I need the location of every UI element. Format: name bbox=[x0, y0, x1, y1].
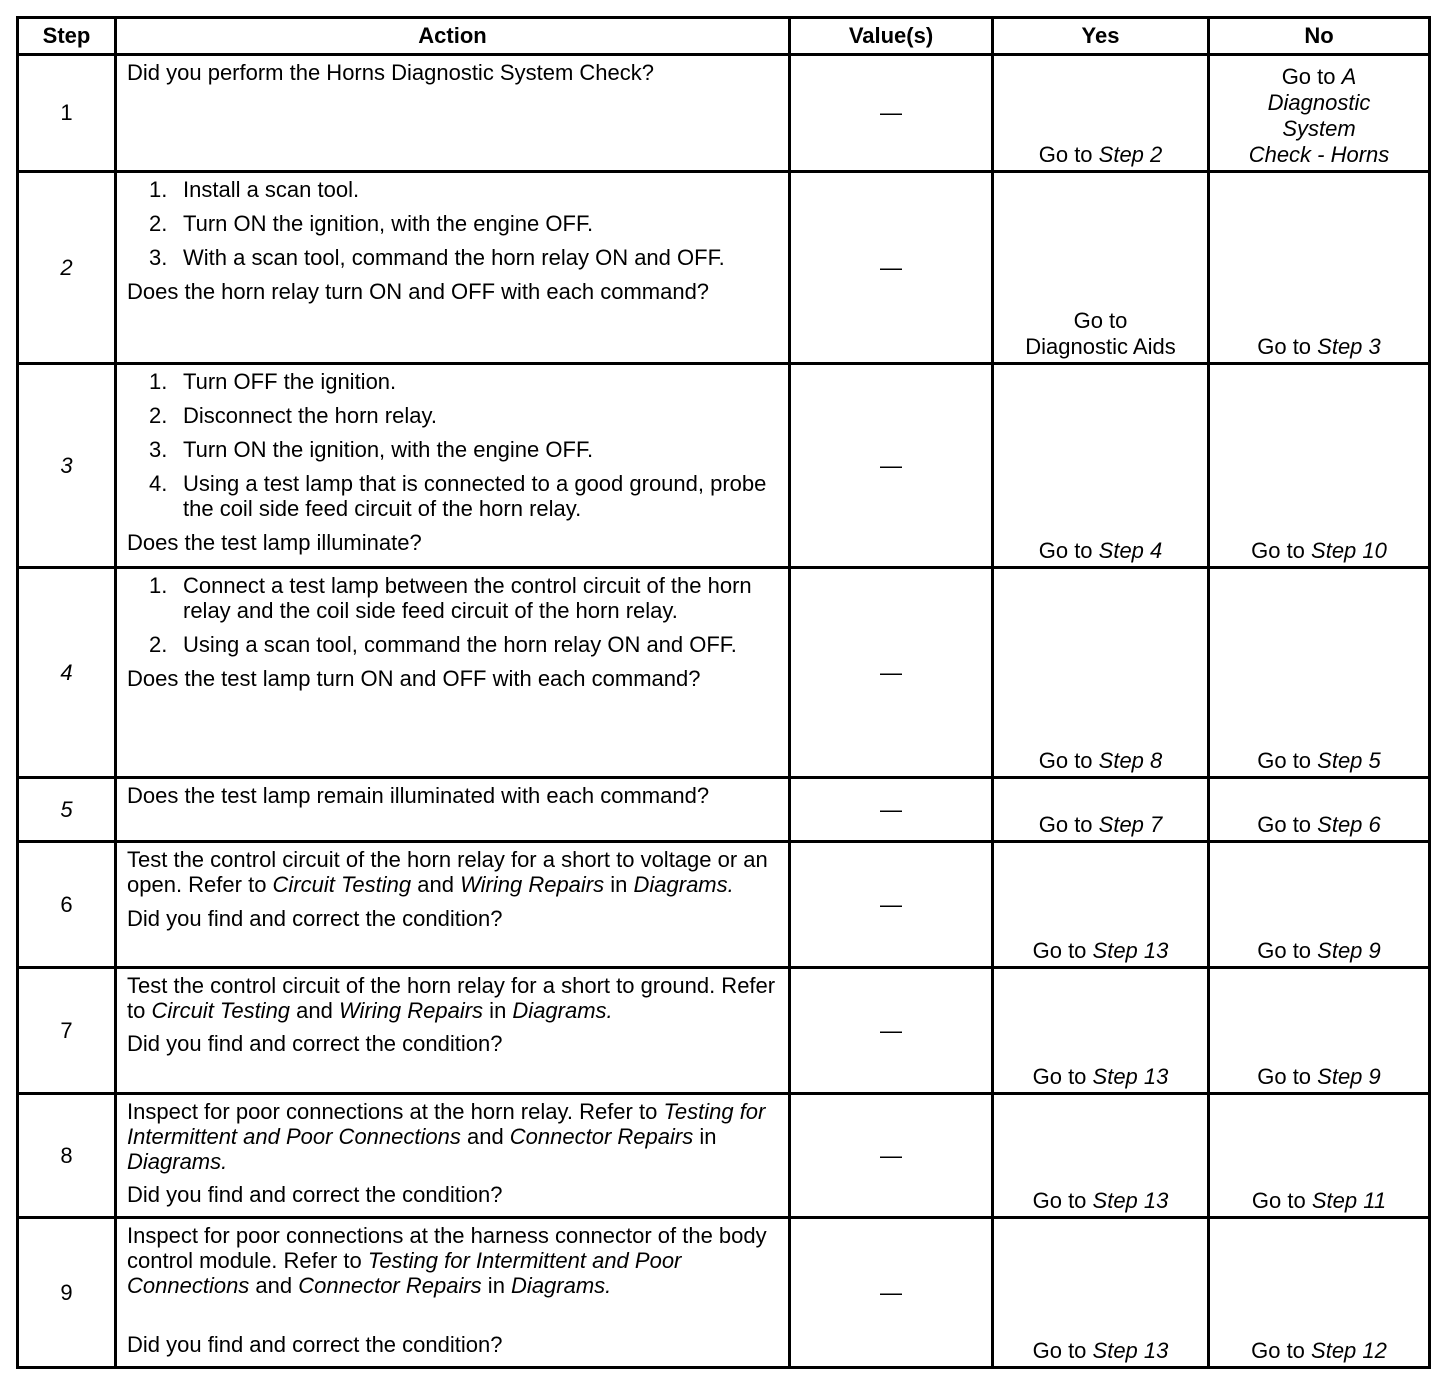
no-link[interactable]: Step 9 bbox=[1317, 1064, 1381, 1089]
no-link[interactable]: Step 3 bbox=[1317, 334, 1381, 359]
value-dash: — bbox=[880, 796, 902, 822]
yes-cell bbox=[993, 968, 1209, 1094]
action-cell bbox=[116, 968, 790, 1094]
no-prefix: Go to bbox=[1281, 64, 1342, 89]
yes-prefix: Go to bbox=[1032, 938, 1093, 963]
value-dash: — bbox=[880, 254, 902, 280]
yes-link[interactable]: Step 13 bbox=[1092, 1064, 1169, 1089]
yes-prefix: Go to bbox=[1038, 812, 1099, 837]
value-dash: — bbox=[880, 452, 902, 478]
no-link[interactable]: Step 10 bbox=[1311, 538, 1387, 563]
action-steps bbox=[127, 369, 780, 521]
action-steps bbox=[127, 573, 780, 657]
action-question: Does the horn relay turn ON and OFF with each command? bbox=[127, 279, 710, 304]
table-row bbox=[18, 778, 1430, 842]
yes-prefix: Go to bbox=[1038, 142, 1099, 167]
value-cell bbox=[790, 172, 993, 364]
step-number: 5 bbox=[18, 778, 116, 842]
header-yes: Yes bbox=[993, 18, 1209, 55]
header-action: Action bbox=[116, 18, 790, 55]
no-cell bbox=[1209, 778, 1430, 842]
action-text: Inspect for poor connections at the harness connector of the body control module. Refer to Testing for Intermittent and Poor Connections and Connector Repairs in Diagrams. bbox=[127, 1223, 767, 1298]
action-text: Did you perform the Horns Diagnostic System Check? bbox=[127, 60, 654, 85]
action-cell bbox=[116, 1218, 790, 1368]
action-step-item: 2. Turn ON the ignition, with the engine OFF. bbox=[149, 211, 594, 236]
no-prefix: Go to bbox=[1257, 812, 1318, 837]
no-cell bbox=[1209, 842, 1430, 968]
yes-prefix: Go to bbox=[1038, 538, 1099, 563]
yes-prefix: Go to bbox=[1038, 748, 1099, 773]
no-prefix: Go to bbox=[1251, 1188, 1312, 1213]
yes-cell bbox=[993, 55, 1209, 172]
yes-link[interactable]: Step 8 bbox=[1098, 748, 1163, 773]
table-row bbox=[18, 1218, 1430, 1368]
step-number: 7 bbox=[18, 968, 116, 1094]
value-cell bbox=[790, 778, 993, 842]
diagnostic-table bbox=[16, 16, 1431, 1369]
action-step-item: 3. With a scan tool, command the horn relay ON and OFF. bbox=[149, 245, 725, 270]
no-link[interactable]: Step 6 bbox=[1317, 812, 1381, 837]
no-cell bbox=[1209, 1094, 1430, 1218]
table-row bbox=[18, 842, 1430, 968]
table-row bbox=[18, 968, 1430, 1094]
no-link[interactable]: Step 12 bbox=[1311, 1338, 1387, 1363]
action-question: Does the test lamp illuminate? bbox=[127, 530, 422, 555]
table-row bbox=[18, 568, 1430, 778]
value-cell bbox=[790, 1218, 993, 1368]
action-cell bbox=[116, 1094, 790, 1218]
no-cell bbox=[1209, 364, 1430, 568]
yes-link[interactable]: Step 4 bbox=[1098, 538, 1163, 563]
action-step-item: 3. Turn ON the ignition, with the engine OFF. bbox=[149, 437, 594, 462]
action-step-item: 1. Connect a test lamp between the control circuit of the horn relay and the coil side feed circuit of the horn relay. bbox=[149, 573, 752, 623]
action-step-item: 2. Disconnect the horn relay. bbox=[149, 403, 437, 428]
no-link[interactable]: A bbox=[1341, 64, 1357, 89]
action-question: Does the test lamp turn ON and OFF with each command? bbox=[127, 666, 701, 691]
no-link[interactable]: Step 5 bbox=[1317, 748, 1381, 773]
no-prefix: Go to bbox=[1257, 938, 1318, 963]
value-cell bbox=[790, 1094, 993, 1218]
no-prefix: Go to bbox=[1251, 1338, 1312, 1363]
no-cell bbox=[1209, 968, 1430, 1094]
action-step-item: 4. Using a test lamp that is connected to a good ground, probe the coil side feed circuit of the horn relay. bbox=[149, 471, 767, 521]
value-dash: — bbox=[880, 1017, 902, 1043]
action-step-item: 1. Install a scan tool. bbox=[149, 177, 360, 202]
action-step-item: 2. Using a scan tool, command the horn relay ON and OFF. bbox=[149, 632, 737, 657]
header-row bbox=[18, 18, 1430, 55]
yes-cell bbox=[993, 568, 1209, 778]
yes-cell bbox=[993, 842, 1209, 968]
yes-link[interactable]: Step 13 bbox=[1092, 1338, 1169, 1363]
action-cell bbox=[116, 55, 790, 172]
no-link[interactable]: Check - Horns bbox=[1248, 142, 1390, 167]
action-cell bbox=[116, 842, 790, 968]
table-row bbox=[18, 364, 1430, 568]
no-prefix: Go to bbox=[1257, 334, 1318, 359]
value-dash: — bbox=[880, 1142, 902, 1168]
step-number: 8 bbox=[18, 1094, 116, 1218]
no-cell bbox=[1209, 568, 1430, 778]
yes-link[interactable]: Step 7 bbox=[1098, 812, 1163, 837]
value-cell bbox=[790, 55, 993, 172]
action-question: Did you find and correct the condition? bbox=[127, 1182, 503, 1207]
action-steps bbox=[127, 177, 780, 270]
action-step-item: 1. Turn OFF the ignition. bbox=[149, 369, 397, 394]
value-dash: — bbox=[880, 891, 902, 917]
yes-cell bbox=[993, 172, 1209, 364]
table-row bbox=[18, 55, 1430, 172]
yes-prefix: Go to bbox=[1032, 1064, 1093, 1089]
action-cell bbox=[116, 778, 790, 842]
yes-cell bbox=[993, 778, 1209, 842]
no-cell bbox=[1209, 55, 1430, 172]
yes-cell bbox=[993, 1094, 1209, 1218]
value-dash: — bbox=[880, 659, 902, 685]
step-number: 1 bbox=[18, 55, 116, 172]
action-text: Test the control circuit of the horn relay for a short to voltage or an open. Refer to Circuit Testing and Wiring Repairs in Diagrams. bbox=[127, 847, 768, 897]
step-number: 4 bbox=[18, 568, 116, 778]
no-prefix: Go to bbox=[1257, 1064, 1318, 1089]
no-link[interactable]: System bbox=[1282, 116, 1356, 141]
value-cell bbox=[790, 968, 993, 1094]
step-number: 9 bbox=[18, 1218, 116, 1368]
value-cell bbox=[790, 364, 993, 568]
action-question: Did you find and correct the condition? bbox=[127, 1031, 503, 1056]
step-number: 6 bbox=[18, 842, 116, 968]
action-cell bbox=[116, 568, 790, 778]
no-cell bbox=[1209, 172, 1430, 364]
action-question: Did you find and correct the condition? bbox=[127, 906, 503, 931]
action-question: Does the test lamp remain illuminated with each command? bbox=[127, 783, 710, 808]
table-row bbox=[18, 172, 1430, 364]
table-row bbox=[18, 1094, 1430, 1218]
header-step: Step bbox=[18, 18, 116, 55]
step-number: 2 bbox=[18, 172, 116, 364]
yes-prefix: Go to bbox=[1032, 1188, 1093, 1213]
value-dash: — bbox=[880, 100, 902, 125]
yes-prefix: Go to bbox=[1073, 308, 1128, 333]
yes-link[interactable]: Step 13 bbox=[1092, 1188, 1169, 1213]
no-prefix: Go to bbox=[1251, 538, 1312, 563]
yes-link[interactable]: Step 13 bbox=[1092, 938, 1169, 963]
value-dash: — bbox=[880, 1279, 902, 1305]
no-link[interactable]: Diagnostic bbox=[1267, 90, 1371, 115]
yes-prefix: Go to bbox=[1032, 1338, 1093, 1363]
header-values: Value(s) bbox=[790, 18, 993, 55]
action-text: Inspect for poor connections at the horn relay. Refer to Testing for Intermittent and Poor Connections and Connector Repairs in Diagrams. bbox=[127, 1099, 766, 1174]
action-cell bbox=[116, 172, 790, 364]
step-number: 3 bbox=[18, 364, 116, 568]
no-link[interactable]: Step 11 bbox=[1311, 1188, 1387, 1213]
yes-link[interactable]: Step 2 bbox=[1098, 142, 1163, 167]
no-prefix: Go to bbox=[1257, 748, 1318, 773]
value-cell bbox=[790, 568, 993, 778]
no-cell bbox=[1209, 1218, 1430, 1368]
value-cell bbox=[790, 842, 993, 968]
yes-cell bbox=[993, 364, 1209, 568]
no-link[interactable]: Step 9 bbox=[1317, 938, 1381, 963]
action-text: Test the control circuit of the horn relay for a short to ground. Refer to Circuit Testing and Wiring Repairs in Diagrams. bbox=[127, 973, 776, 1023]
yes-cell bbox=[993, 1218, 1209, 1368]
header-no: No bbox=[1209, 18, 1430, 55]
yes-link[interactable]: Diagnostic Aids bbox=[1025, 334, 1176, 359]
action-question: Did you find and correct the condition? bbox=[127, 1332, 503, 1357]
action-cell bbox=[116, 364, 790, 568]
